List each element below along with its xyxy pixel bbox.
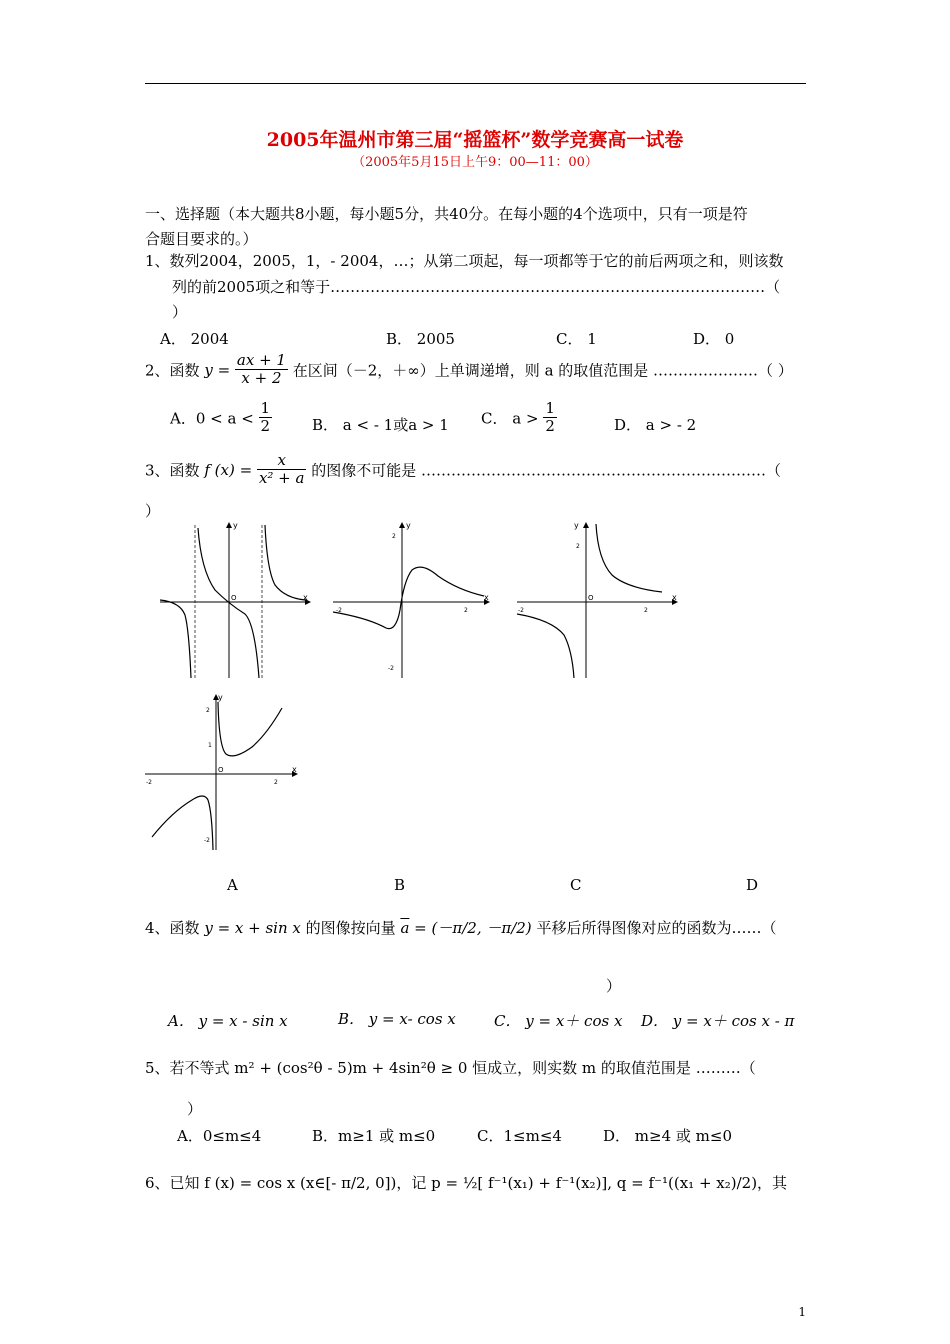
svg-text:y: y (574, 521, 579, 530)
graph-b (328, 520, 493, 680)
svg-text:-2: -2 (518, 607, 524, 614)
q3-close: ） (145, 502, 161, 520)
q4-option-a: A． y = x - sin x (168, 1012, 288, 1030)
svg-text:x: x (484, 593, 489, 602)
q2-option-a: A．0 < a < $\frac{1}{2}$ (170, 399, 271, 436)
graph-label-a: A (227, 876, 238, 894)
svg-text:1: 1 (208, 742, 212, 749)
q1-option-d: D． 0 (693, 330, 735, 348)
svg-text:y: y (233, 521, 238, 530)
svg-text:x: x (303, 593, 308, 602)
q4-option-c: C． y = x＋ cos x (494, 1012, 623, 1030)
q4-line: 4、函数 y = x + sin x 的图像按向量 $\overline{a} = (-\pi/2$, －π/2) 平移后所得图像对应的函数为……（ (145, 919, 777, 937)
exam-title: 2005年温州市第三届“摇篮杯”数学竞赛高一试卷 (266, 129, 684, 151)
svg-text:2: 2 (464, 607, 468, 614)
q3-fraction: $\frac{x}{\text{x² + a}}$ (258, 451, 305, 488)
q1-line2: 列的前2005项之和等于……………………………………………………………………………（ (172, 278, 781, 296)
q2-option-d: D． a > - 2 (614, 416, 697, 434)
svg-text:x: x (292, 765, 297, 774)
graph-c (512, 520, 682, 680)
q2-line: 2、函数 y = $\frac{ax + 1}{x + 2}$ 在区间（－2，＋∞）上单调递增，则 a 的取值范围是 …………………（ ） (145, 351, 793, 388)
svg-text:2: 2 (392, 533, 396, 540)
q5-option-b: B．m≥1 或 m≤0 (312, 1127, 436, 1145)
q1-option-b: B． 2005 (386, 330, 455, 348)
q6-line1: 6、已知 f (x) = cos x (x∈[- π/2, 0])，记 p = ½[ f⁻¹(x₁) + f⁻¹(x₂)], q = f⁻¹((x₁ + x₂)/2)，其 (145, 1174, 788, 1192)
section-intro-line1: 一、选择题（本大题共8小题，每小题5分，共40分。在每小题的4个选项中，只有一项是符 (145, 205, 748, 223)
exam-subtitle: （2005年5月15日上午9：00—11：00） (352, 155, 598, 170)
svg-text:-2: -2 (204, 837, 210, 844)
q5-option-d: D． m≥4 或 m≤0 (603, 1127, 733, 1145)
svg-text:O: O (588, 594, 594, 602)
q3-line: 3、函数 f (x) = $\frac{x}{\text{x² + a}}$ 的图像不可能是 ……………………………………………………………（ (145, 451, 782, 488)
q5-line2: ） (187, 1100, 203, 1118)
graph-label-c: C (570, 876, 582, 894)
q5-option-c: C．1≤m≤4 (477, 1127, 562, 1145)
svg-text:-2: -2 (388, 665, 394, 672)
svg-text:-2: -2 (336, 607, 342, 614)
svg-text:y: y (218, 693, 223, 702)
svg-text:-2: -2 (146, 779, 152, 786)
header-rule (145, 83, 806, 84)
svg-text:2: 2 (206, 707, 210, 714)
graph-a (155, 520, 315, 680)
q2-option-c: C． a > $\frac{1}{2}$ (481, 399, 555, 436)
q1-line3: ） (172, 303, 188, 321)
q2-option-b: B． a < - 1或a > 1 (312, 416, 449, 434)
q1-line1: 1、数列2004，2005，1，- 2004，…；从第二项起，每一项都等于它的前后两项之和，则该数 (145, 252, 784, 270)
svg-text:y: y (406, 521, 411, 530)
q2-fraction: $\frac{ax + 1}{x + 2}$ (236, 351, 286, 388)
page-number: 1 (798, 1305, 806, 1319)
svg-text:O: O (218, 766, 224, 774)
q1-option-c: C． 1 (556, 330, 597, 348)
graph-label-b: B (394, 876, 406, 894)
q4-option-b: B． y = x- cos x (338, 1010, 456, 1028)
svg-text:x: x (672, 593, 677, 602)
q1-option-a: A． 2004 (160, 330, 229, 348)
svg-text:2: 2 (576, 543, 580, 550)
q4-option-d: D． y = x＋ cos x - π (641, 1012, 795, 1030)
q5-line1: 5、若不等式 m² + (cos²θ - 5)m + 4sin²θ ≥ 0 恒成立，则实数 m 的取值范围是 ………（ (145, 1059, 756, 1077)
q5-option-a: A．0≤m≤4 (177, 1127, 262, 1145)
svg-text:O: O (231, 594, 237, 602)
svg-text:2: 2 (274, 779, 278, 786)
graph-d (142, 692, 307, 852)
svg-text:2: 2 (644, 607, 648, 614)
section-intro-line2: 合题目要求的。） (145, 230, 258, 248)
q4-close: ） (606, 977, 622, 995)
graph-label-d: D (746, 876, 759, 894)
